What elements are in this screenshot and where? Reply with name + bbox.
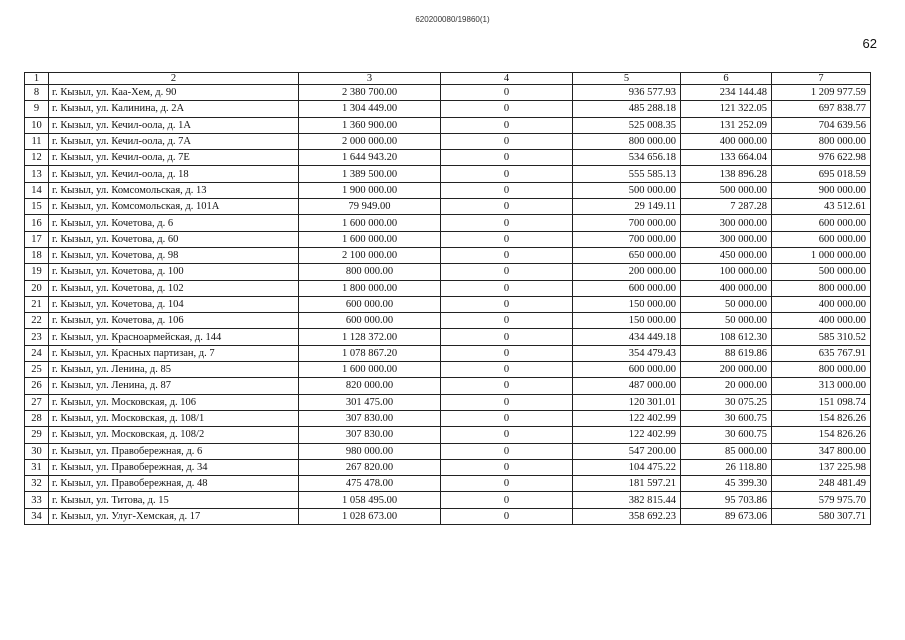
row-number-cell: 31 — [25, 459, 49, 475]
amount-col3-cell: 600 000.00 — [299, 313, 441, 329]
amount-col7-cell: 800 000.00 — [772, 362, 871, 378]
table-row — [25, 296, 871, 312]
table-row — [25, 313, 871, 329]
row-number-cell: 32 — [25, 476, 49, 492]
row-number-cell: 13 — [25, 166, 49, 182]
amount-col3-cell: 2 380 700.00 — [299, 85, 441, 101]
address-cell: г. Кызыл, ул. Кечил-оола, д. 7А — [49, 133, 299, 149]
table-row — [25, 182, 871, 198]
address-cell: г. Кызыл, ул. Калинина, д. 2А — [49, 101, 299, 117]
amount-col7-cell: 1 209 977.59 — [772, 85, 871, 101]
amount-col5-cell: 600 000.00 — [573, 362, 681, 378]
column-header: 5 — [573, 73, 681, 85]
amount-col5-cell: 382 815.44 — [573, 492, 681, 508]
table-row — [25, 150, 871, 166]
amount-col7-cell: 151 098.74 — [772, 394, 871, 410]
amount-col3-cell: 1 600 000.00 — [299, 231, 441, 247]
row-number-cell: 16 — [25, 215, 49, 231]
amount-col3-cell: 307 830.00 — [299, 410, 441, 426]
amount-col5-cell: 434 449.18 — [573, 329, 681, 345]
address-cell: г. Кызыл, ул. Кочетова, д. 100 — [49, 264, 299, 280]
row-number-cell: 30 — [25, 443, 49, 459]
amount-col6-cell: 300 000.00 — [681, 231, 772, 247]
amount-col6-cell: 30 075.25 — [681, 394, 772, 410]
table-row — [25, 117, 871, 133]
amount-col6-cell: 50 000.00 — [681, 313, 772, 329]
amount-col6-cell: 400 000.00 — [681, 280, 772, 296]
amount-col7-cell: 900 000.00 — [772, 182, 871, 198]
table-row — [25, 199, 871, 215]
amount-col4-cell: 0 — [441, 150, 573, 166]
amount-col3-cell: 1 128 372.00 — [299, 329, 441, 345]
table-row — [25, 410, 871, 426]
amount-col6-cell: 95 703.86 — [681, 492, 772, 508]
row-number-cell: 12 — [25, 150, 49, 166]
address-cell: г. Кызыл, ул. Кечил-оола, д. 18 — [49, 166, 299, 182]
row-number-cell: 11 — [25, 133, 49, 149]
address-cell: г. Кызыл, ул. Кочетова, д. 104 — [49, 296, 299, 312]
table-row — [25, 345, 871, 361]
table-row — [25, 427, 871, 443]
amount-col3-cell: 1 600 000.00 — [299, 362, 441, 378]
document-id: 620200080/19860(1) — [415, 15, 490, 24]
amount-col4-cell: 0 — [441, 476, 573, 492]
address-cell: г. Кызыл, ул. Кочетова, д. 102 — [49, 280, 299, 296]
amount-col7-cell: 579 975.70 — [772, 492, 871, 508]
table-row — [25, 508, 871, 524]
amount-col3-cell: 79 949.00 — [299, 199, 441, 215]
row-number-cell: 14 — [25, 182, 49, 198]
column-header: 2 — [49, 73, 299, 85]
table-body — [25, 85, 871, 525]
amount-col5-cell: 104 475.22 — [573, 459, 681, 475]
address-cell: г. Кызыл, ул. Правобережная, д. 34 — [49, 459, 299, 475]
table-header-row — [25, 73, 871, 85]
amount-col3-cell: 475 478.00 — [299, 476, 441, 492]
amount-col5-cell: 485 288.18 — [573, 101, 681, 117]
amount-col6-cell: 100 000.00 — [681, 264, 772, 280]
amount-col6-cell: 450 000.00 — [681, 247, 772, 263]
address-cell: г. Кызыл, ул. Московская, д. 108/1 — [49, 410, 299, 426]
amount-col4-cell: 0 — [441, 508, 573, 524]
page-number: 62 — [862, 36, 877, 51]
address-cell: г. Кызыл, ул. Кочетова, д. 98 — [49, 247, 299, 263]
row-number-cell: 27 — [25, 394, 49, 410]
address-cell: г. Кызыл, ул. Комсомольская, д. 13 — [49, 182, 299, 198]
amount-col6-cell: 121 322.05 — [681, 101, 772, 117]
amount-col3-cell: 267 820.00 — [299, 459, 441, 475]
address-cell: г. Кызыл, ул. Красноармейская, д. 144 — [49, 329, 299, 345]
amount-col3-cell: 1 360 900.00 — [299, 117, 441, 133]
amount-col7-cell: 800 000.00 — [772, 133, 871, 149]
amount-col3-cell: 1 644 943.20 — [299, 150, 441, 166]
column-header: 4 — [441, 73, 573, 85]
amount-col4-cell: 0 — [441, 345, 573, 361]
amount-col4-cell: 0 — [441, 362, 573, 378]
row-number-cell: 10 — [25, 117, 49, 133]
amount-col4-cell: 0 — [441, 394, 573, 410]
amount-col3-cell: 1 028 673.00 — [299, 508, 441, 524]
amount-col7-cell: 43 512.61 — [772, 199, 871, 215]
amount-col7-cell: 976 622.98 — [772, 150, 871, 166]
table-row — [25, 280, 871, 296]
amount-col5-cell: 181 597.21 — [573, 476, 681, 492]
table-row — [25, 166, 871, 182]
row-number-cell: 28 — [25, 410, 49, 426]
address-cell: г. Кызыл, ул. Московская, д. 106 — [49, 394, 299, 410]
amount-col5-cell: 122 402.99 — [573, 410, 681, 426]
amount-col4-cell: 0 — [441, 329, 573, 345]
amount-col7-cell: 347 800.00 — [772, 443, 871, 459]
column-header: 1 — [25, 73, 49, 85]
amount-col3-cell: 1 600 000.00 — [299, 215, 441, 231]
amount-col5-cell: 650 000.00 — [573, 247, 681, 263]
amount-col6-cell: 20 000.00 — [681, 378, 772, 394]
amount-col5-cell: 122 402.99 — [573, 427, 681, 443]
amount-col7-cell: 585 310.52 — [772, 329, 871, 345]
address-cell: г. Кызыл, ул. Каа-Хем, д. 90 — [49, 85, 299, 101]
table-row — [25, 443, 871, 459]
column-header: 7 — [772, 73, 871, 85]
amount-col4-cell: 0 — [441, 378, 573, 394]
row-number-cell: 25 — [25, 362, 49, 378]
table-row — [25, 85, 871, 101]
address-cell: г. Кызыл, ул. Ленина, д. 87 — [49, 378, 299, 394]
table-row — [25, 329, 871, 345]
table-row — [25, 362, 871, 378]
amount-col6-cell: 88 619.86 — [681, 345, 772, 361]
amount-col4-cell: 0 — [441, 101, 573, 117]
amount-col4-cell: 0 — [441, 313, 573, 329]
row-number-cell: 9 — [25, 101, 49, 117]
amount-col3-cell: 980 000.00 — [299, 443, 441, 459]
amount-col6-cell: 131 252.09 — [681, 117, 772, 133]
row-number-cell: 8 — [25, 85, 49, 101]
amount-col5-cell: 29 149.11 — [573, 199, 681, 215]
amount-col7-cell: 635 767.91 — [772, 345, 871, 361]
amount-col7-cell: 580 307.71 — [772, 508, 871, 524]
amount-col7-cell: 248 481.49 — [772, 476, 871, 492]
row-number-cell: 23 — [25, 329, 49, 345]
amount-col3-cell: 307 830.00 — [299, 427, 441, 443]
amount-col3-cell: 1 078 867.20 — [299, 345, 441, 361]
amount-col5-cell: 700 000.00 — [573, 231, 681, 247]
amount-col4-cell: 0 — [441, 85, 573, 101]
amount-col6-cell: 138 896.28 — [681, 166, 772, 182]
row-number-cell: 19 — [25, 264, 49, 280]
address-cell: г. Кызыл, ул. Кочетова, д. 106 — [49, 313, 299, 329]
amount-col5-cell: 936 577.93 — [573, 85, 681, 101]
amount-col5-cell: 200 000.00 — [573, 264, 681, 280]
amount-col7-cell: 137 225.98 — [772, 459, 871, 475]
amount-col3-cell: 1 304 449.00 — [299, 101, 441, 117]
amount-col4-cell: 0 — [441, 247, 573, 263]
amount-col3-cell: 1 389 500.00 — [299, 166, 441, 182]
amount-col5-cell: 800 000.00 — [573, 133, 681, 149]
amount-col6-cell: 108 612.30 — [681, 329, 772, 345]
amount-col3-cell: 600 000.00 — [299, 296, 441, 312]
address-cell: г. Кызыл, ул. Правобережная, д. 48 — [49, 476, 299, 492]
amount-col4-cell: 0 — [441, 296, 573, 312]
address-cell: г. Кызыл, ул. Улуг-Хемская, д. 17 — [49, 508, 299, 524]
row-number-cell: 29 — [25, 427, 49, 443]
amount-col7-cell: 400 000.00 — [772, 313, 871, 329]
address-cell: г. Кызыл, ул. Красных партизан, д. 7 — [49, 345, 299, 361]
amount-col7-cell: 1 000 000.00 — [772, 247, 871, 263]
amount-col7-cell: 400 000.00 — [772, 296, 871, 312]
amount-col5-cell: 525 008.35 — [573, 117, 681, 133]
amount-col5-cell: 555 585.13 — [573, 166, 681, 182]
amount-col7-cell: 704 639.56 — [772, 117, 871, 133]
column-header: 6 — [681, 73, 772, 85]
amount-col5-cell: 534 656.18 — [573, 150, 681, 166]
amount-col5-cell: 700 000.00 — [573, 215, 681, 231]
address-cell: г. Кызыл, ул. Кочетова, д. 6 — [49, 215, 299, 231]
row-number-cell: 33 — [25, 492, 49, 508]
amount-col4-cell: 0 — [441, 264, 573, 280]
amount-col5-cell: 600 000.00 — [573, 280, 681, 296]
amount-col7-cell: 600 000.00 — [772, 231, 871, 247]
amount-col6-cell: 234 144.48 — [681, 85, 772, 101]
amount-col5-cell: 547 200.00 — [573, 443, 681, 459]
table-row — [25, 459, 871, 475]
row-number-cell: 26 — [25, 378, 49, 394]
amount-col4-cell: 0 — [441, 459, 573, 475]
amount-col5-cell: 120 301.01 — [573, 394, 681, 410]
table-row — [25, 133, 871, 149]
address-cell: г. Кызыл, ул. Комсомольская, д. 101А — [49, 199, 299, 215]
amount-col6-cell: 89 673.06 — [681, 508, 772, 524]
amount-col7-cell: 154 826.26 — [772, 410, 871, 426]
amount-col6-cell: 30 600.75 — [681, 427, 772, 443]
amount-col3-cell: 1 800 000.00 — [299, 280, 441, 296]
amount-col6-cell: 30 600.75 — [681, 410, 772, 426]
table-row — [25, 215, 871, 231]
amount-col3-cell: 800 000.00 — [299, 264, 441, 280]
amount-col7-cell: 313 000.00 — [772, 378, 871, 394]
table-row — [25, 247, 871, 263]
amount-col7-cell: 154 826.26 — [772, 427, 871, 443]
amount-col3-cell: 301 475.00 — [299, 394, 441, 410]
table-row — [25, 492, 871, 508]
amount-col5-cell: 500 000.00 — [573, 182, 681, 198]
amount-col4-cell: 0 — [441, 231, 573, 247]
amount-col4-cell: 0 — [441, 280, 573, 296]
row-number-cell: 22 — [25, 313, 49, 329]
amount-col4-cell: 0 — [441, 133, 573, 149]
amount-col6-cell: 133 664.04 — [681, 150, 772, 166]
amount-col4-cell: 0 — [441, 492, 573, 508]
amount-col3-cell: 2 100 000.00 — [299, 247, 441, 263]
table-row — [25, 264, 871, 280]
amount-col6-cell: 300 000.00 — [681, 215, 772, 231]
amount-col6-cell: 500 000.00 — [681, 182, 772, 198]
row-number-cell: 15 — [25, 199, 49, 215]
amount-col7-cell: 500 000.00 — [772, 264, 871, 280]
amount-col4-cell: 0 — [441, 443, 573, 459]
row-number-cell: 20 — [25, 280, 49, 296]
amount-col4-cell: 0 — [441, 410, 573, 426]
amount-col5-cell: 150 000.00 — [573, 296, 681, 312]
table-row — [25, 231, 871, 247]
amount-col3-cell: 820 000.00 — [299, 378, 441, 394]
address-cell: г. Кызыл, ул. Московская, д. 108/2 — [49, 427, 299, 443]
amount-col6-cell: 26 118.80 — [681, 459, 772, 475]
amount-col6-cell: 400 000.00 — [681, 133, 772, 149]
column-header: 3 — [299, 73, 441, 85]
address-cell: г. Кызыл, ул. Кечил-оола, д. 7Е — [49, 150, 299, 166]
amount-col7-cell: 800 000.00 — [772, 280, 871, 296]
amount-col3-cell: 2 000 000.00 — [299, 133, 441, 149]
amount-col5-cell: 150 000.00 — [573, 313, 681, 329]
amount-col7-cell: 697 838.77 — [772, 101, 871, 117]
amount-col4-cell: 0 — [441, 117, 573, 133]
address-cell: г. Кызыл, ул. Ленина, д. 85 — [49, 362, 299, 378]
row-number-cell: 24 — [25, 345, 49, 361]
amount-col6-cell: 45 399.30 — [681, 476, 772, 492]
amount-col6-cell: 50 000.00 — [681, 296, 772, 312]
amount-col7-cell: 695 018.59 — [772, 166, 871, 182]
address-cell: г. Кызыл, ул. Кечил-оола, д. 1А — [49, 117, 299, 133]
amount-col4-cell: 0 — [441, 427, 573, 443]
row-number-cell: 17 — [25, 231, 49, 247]
row-number-cell: 21 — [25, 296, 49, 312]
amount-col5-cell: 354 479.43 — [573, 345, 681, 361]
row-number-cell: 34 — [25, 508, 49, 524]
amount-col3-cell: 1 900 000.00 — [299, 182, 441, 198]
table-row — [25, 476, 871, 492]
amount-col4-cell: 0 — [441, 166, 573, 182]
table-row — [25, 378, 871, 394]
table-row — [25, 394, 871, 410]
row-number-cell: 18 — [25, 247, 49, 263]
amount-col3-cell: 1 058 495.00 — [299, 492, 441, 508]
address-cell: г. Кызыл, ул. Титова, д. 15 — [49, 492, 299, 508]
amount-col6-cell: 85 000.00 — [681, 443, 772, 459]
amount-col4-cell: 0 — [441, 215, 573, 231]
address-cell: г. Кызыл, ул. Правобережная, д. 6 — [49, 443, 299, 459]
table-row — [25, 101, 871, 117]
amount-col6-cell: 200 000.00 — [681, 362, 772, 378]
amount-col5-cell: 487 000.00 — [573, 378, 681, 394]
amount-col4-cell: 0 — [441, 182, 573, 198]
amount-col4-cell: 0 — [441, 199, 573, 215]
address-cell: г. Кызыл, ул. Кочетова, д. 60 — [49, 231, 299, 247]
amount-col5-cell: 358 692.23 — [573, 508, 681, 524]
data-table — [24, 72, 871, 525]
amount-col7-cell: 600 000.00 — [772, 215, 871, 231]
amount-col6-cell: 7 287.28 — [681, 199, 772, 215]
